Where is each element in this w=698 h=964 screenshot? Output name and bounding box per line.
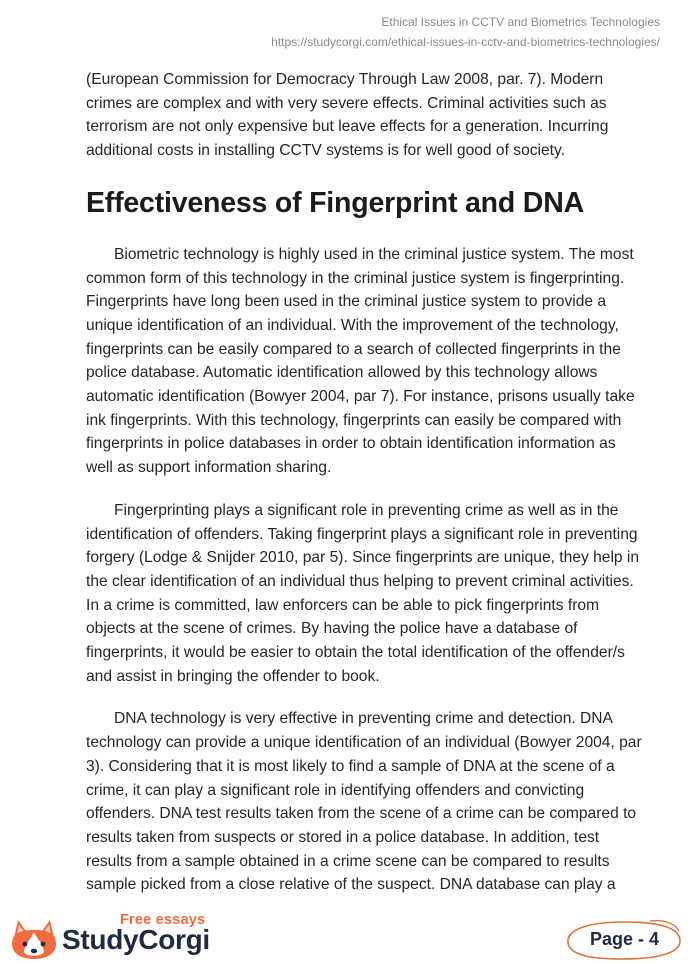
text-line: well as support information sharing. xyxy=(86,459,332,477)
text-line: identification of offenders. Taking fingerprint plays a significant role in preventing xyxy=(86,525,638,543)
text-line: the clear identification of an individual thus helping to prevent criminal activities. xyxy=(86,572,634,590)
text-line: fingerprints can be easily compared to a search of collected fingerprints in the xyxy=(86,340,621,358)
text-line: fingerprints in police databases in order to obtain identification information as xyxy=(86,435,616,453)
text-line: automatic identification (Bowyer 2004, par 7). For instance, prisons usually take xyxy=(86,388,635,406)
text-line: objects at the scene of crimes. By having the police have a database of xyxy=(86,620,578,638)
text-line: Biometric technology is highly used in the criminal justice system. The most xyxy=(114,245,634,263)
page-number: Page - 4 xyxy=(590,929,660,949)
text-line: 3). Considering that it is most likely to find a sample of DNA at the scene of a xyxy=(86,757,615,775)
text-line: additional costs in installing CCTV systems is for well good of society. xyxy=(86,142,565,160)
paragraph-dna-technology xyxy=(86,707,656,897)
text-line: Fingerprints have long been used in the criminal justice system to provide a xyxy=(86,293,607,311)
document-title: Ethical Issues in CCTV and Biometrics Technologies xyxy=(381,15,660,29)
text-line: Fingerprinting plays a significant role in preventing crime as well as in the xyxy=(114,501,619,519)
corgi-logo-icon[interactable] xyxy=(8,918,60,960)
text-line: DNA technology is very effective in preventing crime and detection. DNA xyxy=(114,710,613,728)
text-line: common form of this technology in the criminal justice system is fingerprinting. xyxy=(86,269,625,287)
text-line: unique identification of an individual. With the improvement of the technology, xyxy=(86,316,619,334)
text-line: and assist in bringing the offender to book. xyxy=(86,667,380,685)
text-line: fingerprints, it would be easier to obtain the total identification of the offender/s xyxy=(86,644,625,662)
text-line: sample picked from a close relative of the suspect. DNA database can play a xyxy=(86,876,616,894)
text-line: police database. Automatic identification allowed by this technology allows xyxy=(86,364,598,382)
text-line: offenders. DNA test results taken from the scene of a crime can be compared to xyxy=(86,805,637,823)
text-line: results taken from suspects or stored in a police database. In addition, test xyxy=(86,828,600,846)
section-heading: Effectiveness of Fingerprint and DNA xyxy=(86,186,584,219)
text-line: results from a sample obtained in a crime scene can be compared to results xyxy=(86,852,610,870)
document-body xyxy=(86,68,656,897)
text-line: technology can provide a unique identification of an individual (Bowyer 2004, par xyxy=(86,734,642,752)
text-line: crime, it can play a significant role in identifying offenders and convicting xyxy=(86,781,585,799)
text-line: ink fingerprints. With this technology, fingerprints can easily be compared with xyxy=(86,411,622,429)
free-essays-tagline: Free essays xyxy=(120,912,206,928)
text-line: (European Commission for Democracy Through Law 2008, par. 7). Modern xyxy=(86,71,604,88)
text-line: terrorism are not only expensive but leave effects for a generation. Incurring xyxy=(86,118,609,136)
page-header xyxy=(271,12,660,52)
brand-name[interactable]: StudyCorgi xyxy=(62,924,210,955)
intro-paragraph xyxy=(86,68,656,163)
text-line: crimes are complex and with very severe effects. Criminal activities such as xyxy=(86,94,607,112)
document-url[interactable]: https://studycorgi.com/ethical-issues-in-cctv-and-biometrics-technologies/ xyxy=(271,35,660,49)
paragraph-fingerprint-technology xyxy=(86,243,656,480)
paragraph-fingerprinting-role xyxy=(86,499,656,689)
text-line: In a crime is committed, law enforcers can be able to pick fingerprints from xyxy=(86,596,600,614)
text-line: forgery (Lodge & Snijder 2010, par 5). Since fingerprints are unique, they help in xyxy=(86,549,640,567)
